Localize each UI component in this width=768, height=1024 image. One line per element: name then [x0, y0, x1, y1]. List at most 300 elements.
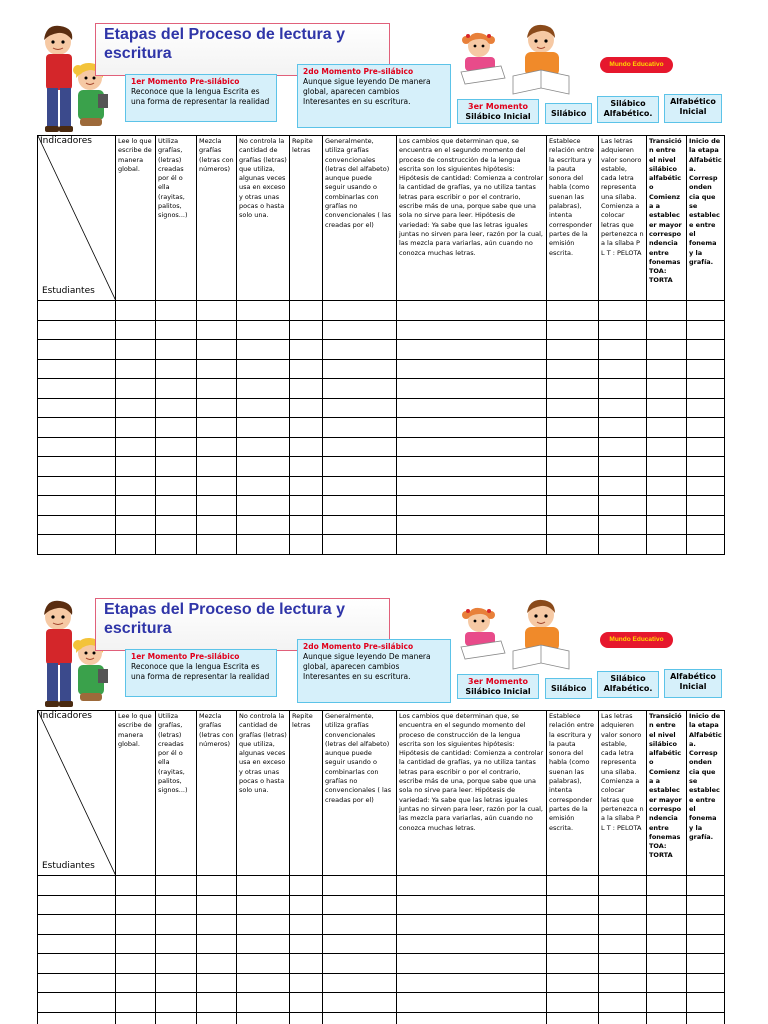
student-name-cell[interactable]: [38, 535, 116, 555]
evaluation-cell[interactable]: [647, 340, 687, 360]
evaluation-cell[interactable]: [116, 320, 156, 340]
evaluation-cell[interactable]: [599, 915, 647, 935]
indicator-cell: Repite letras: [290, 136, 323, 301]
evaluation-cell[interactable]: [237, 515, 290, 535]
student-row: [38, 993, 725, 1013]
evaluation-cell[interactable]: [290, 359, 323, 379]
evaluation-cell[interactable]: [687, 496, 725, 516]
evaluation-cell[interactable]: [197, 379, 237, 399]
evaluation-cell[interactable]: [397, 973, 547, 993]
evaluation-cell[interactable]: [687, 379, 725, 399]
evaluation-cell[interactable]: [116, 496, 156, 516]
evaluation-cell[interactable]: [116, 934, 156, 954]
evaluation-cell[interactable]: [397, 1012, 547, 1024]
evaluation-cell[interactable]: [290, 973, 323, 993]
evaluation-cell[interactable]: [116, 915, 156, 935]
student-row: [38, 437, 725, 457]
evaluation-cell[interactable]: [547, 496, 599, 516]
evaluation-cell[interactable]: [547, 876, 599, 896]
evaluation-cell[interactable]: [156, 934, 197, 954]
student-name-cell[interactable]: [38, 915, 116, 935]
evaluation-cell[interactable]: [599, 437, 647, 457]
evaluation-cell[interactable]: [599, 359, 647, 379]
evaluation-cell[interactable]: [197, 915, 237, 935]
indicator-cell: No controla la cantidad de grafías (letras) que utiliza, algunas veces usa en exceso y otras unas pocas o hasta solo una.: [237, 711, 290, 876]
evaluation-cell[interactable]: [197, 340, 237, 360]
evaluation-cell[interactable]: [599, 515, 647, 535]
evaluation-cell[interactable]: [290, 915, 323, 935]
student-row: [38, 973, 725, 993]
evaluation-cell[interactable]: [397, 359, 547, 379]
student-name-cell[interactable]: [38, 515, 116, 535]
student-name-cell[interactable]: [38, 340, 116, 360]
evaluation-cell[interactable]: [323, 301, 397, 321]
moment-1-title: 1er Momento Pre-silábico: [131, 652, 240, 661]
moment-2-text: Aunque sigue leyendo De manera global, aparecen cambios Interesantes en su escritura.: [303, 652, 431, 681]
evaluation-cell[interactable]: [547, 476, 599, 496]
evaluation-cell[interactable]: [647, 359, 687, 379]
evaluation-cell[interactable]: [397, 301, 547, 321]
evaluation-table: [37, 710, 725, 1024]
evaluation-cell[interactable]: [323, 973, 397, 993]
evaluation-cell[interactable]: [687, 418, 725, 438]
evaluation-cell[interactable]: [156, 437, 197, 457]
evaluation-cell[interactable]: [599, 954, 647, 974]
evaluation-cell[interactable]: [599, 340, 647, 360]
evaluation-cell[interactable]: [647, 398, 687, 418]
evaluation-cell[interactable]: [599, 418, 647, 438]
evaluation-cell[interactable]: [156, 301, 197, 321]
evaluation-cell[interactable]: [547, 993, 599, 1013]
evaluation-cell[interactable]: [647, 301, 687, 321]
moment-2-box: [297, 639, 451, 703]
evaluation-cell[interactable]: [197, 398, 237, 418]
evaluation-cell[interactable]: [599, 934, 647, 954]
evaluation-cell[interactable]: [323, 515, 397, 535]
evaluation-cell[interactable]: [397, 954, 547, 974]
evaluation-cell[interactable]: [397, 379, 547, 399]
evaluation-cell[interactable]: [116, 515, 156, 535]
student-row: [38, 954, 725, 974]
evaluation-cell[interactable]: [397, 457, 547, 477]
evaluation-cell[interactable]: [290, 515, 323, 535]
evaluation-cell[interactable]: [687, 954, 725, 974]
evaluation-cell[interactable]: [647, 476, 687, 496]
evaluation-cell[interactable]: [397, 340, 547, 360]
evaluation-cell[interactable]: [599, 496, 647, 516]
evaluation-cell[interactable]: [116, 954, 156, 974]
evaluation-cell[interactable]: [156, 476, 197, 496]
evaluation-cell[interactable]: [323, 398, 397, 418]
evaluation-cell[interactable]: [687, 993, 725, 1013]
evaluation-cell[interactable]: [647, 320, 687, 340]
evaluation-cell[interactable]: [197, 973, 237, 993]
evaluation-cell[interactable]: [290, 895, 323, 915]
evaluation-cell[interactable]: [323, 915, 397, 935]
record-sheet-1: [0, 20, 768, 490]
evaluation-cell[interactable]: [547, 515, 599, 535]
evaluation-cell[interactable]: [687, 457, 725, 477]
evaluation-cell[interactable]: [647, 895, 687, 915]
evaluation-cell[interactable]: [237, 320, 290, 340]
evaluation-cell[interactable]: [397, 993, 547, 1013]
evaluation-cell[interactable]: [290, 1012, 323, 1024]
indicator-header-row: [38, 711, 725, 876]
evaluation-cell[interactable]: [197, 535, 237, 555]
evaluation-cell[interactable]: [237, 476, 290, 496]
evaluation-cell[interactable]: [237, 876, 290, 896]
indicator-cell: Transición entre el nivel silábico alfabético Comienza a establecer mayor correspondencia entre fonemas TOA: TORTA: [647, 136, 687, 301]
evaluation-cell[interactable]: [599, 379, 647, 399]
evaluation-cell[interactable]: [237, 398, 290, 418]
evaluation-cell[interactable]: [116, 398, 156, 418]
evaluation-cell[interactable]: [237, 895, 290, 915]
evaluation-cell[interactable]: [290, 457, 323, 477]
evaluation-cell[interactable]: [237, 954, 290, 974]
evaluation-cell[interactable]: [323, 895, 397, 915]
evaluation-cell[interactable]: [647, 973, 687, 993]
evaluation-cell[interactable]: [647, 954, 687, 974]
evaluation-cell[interactable]: [116, 535, 156, 555]
evaluation-cell[interactable]: [687, 476, 725, 496]
evaluation-cell[interactable]: [397, 895, 547, 915]
evaluation-cell[interactable]: [599, 993, 647, 1013]
evaluation-cell[interactable]: [647, 915, 687, 935]
evaluation-cell[interactable]: [237, 457, 290, 477]
evaluation-cell[interactable]: [116, 895, 156, 915]
evaluation-cell[interactable]: [687, 320, 725, 340]
evaluation-cell[interactable]: [156, 496, 197, 516]
evaluation-cell[interactable]: [237, 418, 290, 438]
evaluation-cell[interactable]: [290, 437, 323, 457]
evaluation-cell[interactable]: [397, 876, 547, 896]
evaluation-cell[interactable]: [156, 1012, 197, 1024]
evaluation-cell[interactable]: [116, 993, 156, 1013]
evaluation-cell[interactable]: [647, 993, 687, 1013]
indicator-header-row: [38, 136, 725, 301]
evaluation-cell[interactable]: [237, 359, 290, 379]
evaluation-cell[interactable]: [197, 418, 237, 438]
evaluation-cell[interactable]: [237, 340, 290, 360]
indicators-students-corner: [38, 711, 116, 876]
student-name-cell[interactable]: [38, 359, 116, 379]
evaluation-cell[interactable]: [116, 379, 156, 399]
indicadores-label: Indicadores: [40, 711, 92, 721]
evaluation-cell[interactable]: [547, 437, 599, 457]
evaluation-cell[interactable]: [197, 457, 237, 477]
evaluation-cell[interactable]: [156, 915, 197, 935]
student-name-cell[interactable]: [38, 418, 116, 438]
evaluation-cell[interactable]: [323, 954, 397, 974]
evaluation-cell[interactable]: [547, 934, 599, 954]
moment-3-box: [457, 674, 539, 699]
evaluation-cell[interactable]: [290, 496, 323, 516]
evaluation-cell[interactable]: [687, 934, 725, 954]
evaluation-cell[interactable]: [290, 320, 323, 340]
evaluation-cell[interactable]: [647, 457, 687, 477]
evaluation-cell[interactable]: [156, 340, 197, 360]
evaluation-cell[interactable]: [397, 535, 547, 555]
evaluation-cell[interactable]: [323, 535, 397, 555]
evaluation-cell[interactable]: [647, 437, 687, 457]
evaluation-cell[interactable]: [687, 437, 725, 457]
evaluation-cell[interactable]: [197, 934, 237, 954]
evaluation-cell[interactable]: [687, 915, 725, 935]
evaluation-cell[interactable]: [197, 1012, 237, 1024]
evaluation-cell[interactable]: [547, 379, 599, 399]
evaluation-cell[interactable]: [397, 496, 547, 516]
silabico-box: Silábico: [545, 678, 592, 699]
evaluation-cell[interactable]: [599, 895, 647, 915]
evaluation-cell[interactable]: [647, 515, 687, 535]
evaluation-cell[interactable]: [547, 398, 599, 418]
evaluation-cell[interactable]: [547, 535, 599, 555]
evaluation-cell[interactable]: [647, 876, 687, 896]
student-row: [38, 301, 725, 321]
evaluation-cell[interactable]: [687, 1012, 725, 1024]
evaluation-cell[interactable]: [156, 320, 197, 340]
evaluation-cell[interactable]: [290, 934, 323, 954]
evaluation-cell[interactable]: [156, 457, 197, 477]
evaluation-cell[interactable]: [323, 1012, 397, 1024]
evaluation-cell[interactable]: [547, 1012, 599, 1024]
evaluation-cell[interactable]: [156, 418, 197, 438]
evaluation-cell[interactable]: [397, 320, 547, 340]
evaluation-cell[interactable]: [599, 1012, 647, 1024]
moment-2-title: 2do Momento Pre-silábico: [303, 642, 414, 651]
indicator-cell: No controla la cantidad de grafías (letras) que utiliza, algunas veces usa en exceso y otras unas pocas o hasta solo una.: [237, 136, 290, 301]
student-name-cell[interactable]: [38, 895, 116, 915]
indicator-cell: Lee lo que escribe de manera global.: [116, 136, 156, 301]
evaluation-cell[interactable]: [687, 515, 725, 535]
evaluation-cell[interactable]: [237, 915, 290, 935]
evaluation-cell[interactable]: [397, 515, 547, 535]
evaluation-cell[interactable]: [599, 973, 647, 993]
evaluation-cell[interactable]: [156, 535, 197, 555]
evaluation-cell[interactable]: [687, 398, 725, 418]
evaluation-cell[interactable]: [197, 876, 237, 896]
student-name-cell[interactable]: [38, 973, 116, 993]
evaluation-cell[interactable]: [116, 457, 156, 477]
student-name-cell[interactable]: [38, 437, 116, 457]
student-name-cell[interactable]: [38, 934, 116, 954]
evaluation-cell[interactable]: [237, 934, 290, 954]
student-name-cell[interactable]: [38, 496, 116, 516]
moment-2-title: 2do Momento Pre-silábico: [303, 67, 414, 76]
student-row: [38, 359, 725, 379]
evaluation-cell[interactable]: [687, 876, 725, 896]
evaluation-cell[interactable]: [197, 496, 237, 516]
evaluation-cell[interactable]: [599, 320, 647, 340]
evaluation-cell[interactable]: [290, 876, 323, 896]
evaluation-cell[interactable]: [599, 457, 647, 477]
evaluation-cell[interactable]: [116, 340, 156, 360]
student-name-cell[interactable]: [38, 398, 116, 418]
evaluation-cell[interactable]: [290, 954, 323, 974]
evaluation-cell[interactable]: [290, 340, 323, 360]
evaluation-cell[interactable]: [237, 973, 290, 993]
evaluation-cell[interactable]: [197, 895, 237, 915]
moment-1-title: 1er Momento Pre-silábico: [131, 77, 240, 86]
evaluation-cell[interactable]: [323, 437, 397, 457]
student-name-cell[interactable]: [38, 379, 116, 399]
evaluation-cell[interactable]: [397, 476, 547, 496]
student-row: [38, 934, 725, 954]
student-name-cell[interactable]: [38, 954, 116, 974]
evaluation-cell[interactable]: [599, 476, 647, 496]
indicator-cell: Los cambios que determinan que, se encuentra en el segundo momento del proceso de construcción de la lengua escrita son los siguientes hipótesis: Hipótesis de cantidad: Comienza a controlar la cantidad de grafías, ya no utiliza tantas letras para escribir o por el contrario, escribe más de una, porque sabe que una sola no sirve para leer. Hipótesis de variedad: Ya sabe que las letras iguales juntas no sirven para leer, razón por la cual, las mezcla para variarlas, aún cuando no conozca muchas letras.: [397, 711, 547, 876]
evaluation-cell[interactable]: [547, 895, 599, 915]
silabico-box: Silábico: [545, 103, 592, 124]
evaluation-cell[interactable]: [290, 379, 323, 399]
evaluation-cell[interactable]: [687, 301, 725, 321]
evaluation-cell[interactable]: [156, 876, 197, 896]
evaluation-cell[interactable]: [323, 320, 397, 340]
evaluation-cell[interactable]: [197, 320, 237, 340]
page-title: Etapas del Proceso de lectura y escritura: [104, 601, 345, 637]
evaluation-cell[interactable]: [647, 1012, 687, 1024]
student-name-cell[interactable]: [38, 876, 116, 896]
student-name-cell[interactable]: [38, 457, 116, 477]
evaluation-cell[interactable]: [156, 359, 197, 379]
student-row: [38, 876, 725, 896]
moment-1-text: Reconoce que la lengua Escrita es una forma de representar la realidad: [131, 87, 270, 106]
student-name-cell[interactable]: [38, 993, 116, 1013]
evaluation-cell[interactable]: [647, 934, 687, 954]
student-row: [38, 915, 725, 935]
student-row: [38, 418, 725, 438]
evaluation-cell[interactable]: [290, 398, 323, 418]
evaluation-cell[interactable]: [237, 496, 290, 516]
evaluation-cell[interactable]: [156, 895, 197, 915]
evaluation-cell[interactable]: [290, 301, 323, 321]
evaluation-cell[interactable]: [547, 457, 599, 477]
evaluation-cell[interactable]: [237, 1012, 290, 1024]
evaluation-cell[interactable]: [547, 954, 599, 974]
evaluation-cell[interactable]: [647, 535, 687, 555]
evaluation-cell[interactable]: [237, 379, 290, 399]
indicator-cell: Los cambios que determinan que, se encuentra en el segundo momento del proceso de construcción de la lengua escrita son los siguientes hipótesis: Hipótesis de cantidad: Comienza a controlar la cantidad de grafías, ya no utiliza tantas letras para escribir o por el contrario, escribe más de una, porque sabe que una sola no sirve para leer. Hipótesis de variedad: Ya sabe que las letras iguales juntas no sirven para leer, razón por la cual, las mezcla para variarlas, aún cuando no conozca muchas letras.: [397, 136, 547, 301]
evaluation-cell[interactable]: [116, 973, 156, 993]
evaluation-cell[interactable]: [547, 320, 599, 340]
moment-1-text: Reconoce que la lengua Escrita es una forma de representar la realidad: [131, 662, 270, 681]
evaluation-cell[interactable]: [323, 379, 397, 399]
evaluation-cell[interactable]: [116, 476, 156, 496]
evaluation-cell[interactable]: [197, 437, 237, 457]
evaluation-cell[interactable]: [290, 535, 323, 555]
indicator-cell: Utiliza grafías, (letras) creadas por él o ella (rayitas, palitos, signos...): [156, 711, 197, 876]
evaluation-cell[interactable]: [647, 496, 687, 516]
evaluation-cell[interactable]: [156, 993, 197, 1013]
evaluation-cell[interactable]: [116, 437, 156, 457]
evaluation-cell[interactable]: [323, 340, 397, 360]
evaluation-cell[interactable]: [323, 876, 397, 896]
evaluation-cell[interactable]: [116, 876, 156, 896]
evaluation-cell[interactable]: [156, 379, 197, 399]
indicator-cell: Mezcla grafías (letras con números): [197, 711, 237, 876]
evaluation-cell[interactable]: [197, 301, 237, 321]
moment-1-box: [125, 649, 277, 697]
evaluation-cell[interactable]: [237, 993, 290, 1013]
evaluation-cell[interactable]: [290, 476, 323, 496]
evaluation-cell[interactable]: [116, 301, 156, 321]
evaluation-cell[interactable]: [397, 934, 547, 954]
student-row: [38, 320, 725, 340]
indicator-cell: Generalmente, utiliza grafías convencionales (letras del alfabeto) aunque puede seguir usando o combinarlas con grafías no convencionales ( las creadas por el): [323, 711, 397, 876]
evaluation-cell[interactable]: [397, 437, 547, 457]
evaluation-cell[interactable]: [687, 340, 725, 360]
evaluation-cell[interactable]: [116, 418, 156, 438]
evaluation-cell[interactable]: [687, 535, 725, 555]
evaluation-cell[interactable]: [397, 915, 547, 935]
evaluation-cell[interactable]: [323, 476, 397, 496]
evaluation-cell[interactable]: [599, 535, 647, 555]
student-name-cell[interactable]: [38, 476, 116, 496]
indicator-cell: Las letras adquieren valor sonoro estable, cada letra representa una sílaba. Comienza a colocar letras que pertenezca n a la sílaba P L T : PELOTA: [599, 711, 647, 876]
evaluation-cell[interactable]: [599, 398, 647, 418]
evaluation-cell[interactable]: [197, 993, 237, 1013]
evaluation-cell[interactable]: [547, 301, 599, 321]
evaluation-cell[interactable]: [687, 359, 725, 379]
evaluation-cell[interactable]: [116, 359, 156, 379]
evaluation-cell[interactable]: [647, 418, 687, 438]
evaluation-cell[interactable]: [687, 973, 725, 993]
evaluation-cell[interactable]: [323, 993, 397, 1013]
reading-children-illustration: [455, 20, 575, 98]
evaluation-cell[interactable]: [599, 301, 647, 321]
evaluation-cell[interactable]: [547, 418, 599, 438]
moment-3-title: 3er Momento: [468, 102, 528, 111]
evaluation-cell[interactable]: [116, 1012, 156, 1024]
student-row: [38, 457, 725, 477]
evaluation-cell[interactable]: [323, 457, 397, 477]
evaluation-cell[interactable]: [397, 398, 547, 418]
evaluation-cell[interactable]: [647, 379, 687, 399]
evaluation-cell[interactable]: [323, 359, 397, 379]
evaluation-table: [37, 135, 725, 555]
student-name-cell[interactable]: [38, 301, 116, 321]
evaluation-cell[interactable]: [237, 301, 290, 321]
student-name-cell[interactable]: [38, 320, 116, 340]
student-name-cell[interactable]: [38, 1012, 116, 1024]
evaluation-cell[interactable]: [156, 515, 197, 535]
evaluation-cell[interactable]: [547, 915, 599, 935]
evaluation-cell[interactable]: [547, 973, 599, 993]
indicator-cell: Inicio de la etapa Alfabética. Corresponden cia que se establece entre el fonema y la grafía.: [687, 136, 725, 301]
evaluation-cell[interactable]: [323, 418, 397, 438]
evaluation-cell[interactable]: [547, 340, 599, 360]
evaluation-cell[interactable]: [599, 876, 647, 896]
evaluation-cell[interactable]: [687, 895, 725, 915]
student-row: [38, 496, 725, 516]
evaluation-cell[interactable]: [323, 496, 397, 516]
evaluation-cell[interactable]: [547, 359, 599, 379]
evaluation-cell[interactable]: [197, 954, 237, 974]
evaluation-cell[interactable]: [237, 535, 290, 555]
evaluation-cell[interactable]: [197, 476, 237, 496]
evaluation-cell[interactable]: [156, 398, 197, 418]
evaluation-cell[interactable]: [156, 954, 197, 974]
evaluation-cell[interactable]: [290, 993, 323, 1013]
evaluation-cell[interactable]: [290, 418, 323, 438]
evaluation-cell[interactable]: [397, 418, 547, 438]
evaluation-cell[interactable]: [197, 515, 237, 535]
evaluation-cell[interactable]: [237, 437, 290, 457]
evaluation-cell[interactable]: [323, 934, 397, 954]
evaluation-cell[interactable]: [156, 973, 197, 993]
student-row: [38, 515, 725, 535]
evaluation-cell[interactable]: [197, 359, 237, 379]
